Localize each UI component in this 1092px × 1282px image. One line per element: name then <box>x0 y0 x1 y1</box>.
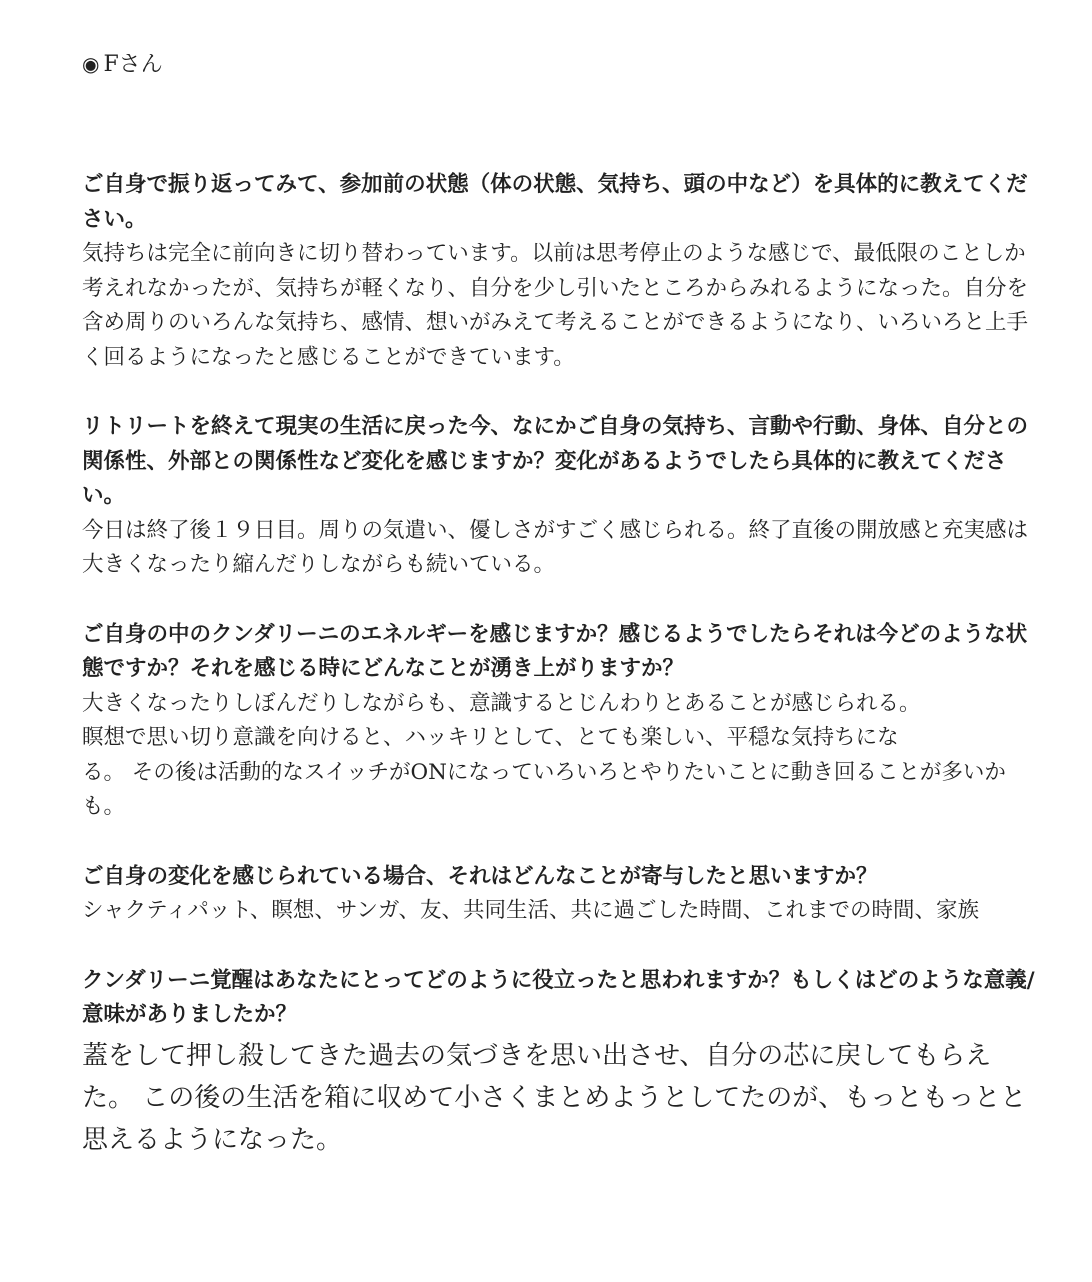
answer-3-line-3: る。 その後は活動的なスイッチがONになっていろいろとやりたいことに動き回ることが多いかも。 <box>82 759 1006 819</box>
answer-5: 蓋をして押し殺してきた過去の気づきを思い出させ、自分の芯に戻してもらえた。 この後の生活を箱に収めて小さくまとめようとしてたのが、もっともっとと思えるようになった。 <box>82 1040 1027 1155</box>
question-3: ご自身の中のクンダリーニのエネルギーを感じますか？感じるようでしたらそれは今どのような状態ですか？それを感じる時にどんなことが湧き上がりますか？ <box>82 621 1028 681</box>
question-2: リトリートを終えて現実の生活に戻った今、なにかご自身の気持ち、言動や行動、身体、自分との関係性、外部との関係性など変化を感じますか？変化があるようでしたら具体的に教えてください。 <box>82 414 1029 508</box>
qa-block-3 <box>82 618 1042 825</box>
question-5: クンダリーニ覚醒はあなたにとってどのように役立ったと思われますか？もしくはどのような意義/意味がありましたか？ <box>82 967 1035 1027</box>
testimonial-page <box>82 48 1042 1196</box>
qa-block-5 <box>82 964 1042 1161</box>
answer-1: 気持ちは完全に前向きに切り替わっています。以前は思考停止のような感じで、最低限のことしか考えれなかったが、気持ちが軽くなり、自分を少し引いたところからみれるようになった。自分を含め周りのいろんな気持ち、感情、想いがみえて考えることができるようになり、いろいろと上手く回るようになったと感じることができています。 <box>82 241 1029 370</box>
respondent-name: Fさん <box>103 52 163 77</box>
question-1: ご自身で振り返ってみて、参加前の状態（体の状態、気持ち、頭の中など）を具体的に教えてください。 <box>82 172 1028 232</box>
question-4: ご自身の変化を感じられている場合、それはどんなことが寄与したと思いますか？ <box>82 863 878 889</box>
answer-3-line-1: 大きくなったりしぼんだりしながらも、意識するとじんわりとあることが感じられる。 <box>82 690 921 716</box>
qa-block-4 <box>82 860 1042 929</box>
qa-block-2 <box>82 410 1042 583</box>
respondent-header <box>82 48 1042 80</box>
answer-4: シャクティパット、瞑想、サンガ、友、共同生活、共に過ごした時間、これまでの時間、家族 <box>82 898 979 923</box>
answer-2: 今日は終了後１９日目。周りの気遣い、優しさがすごく感じられる。終了直後の開放感と充実感は大きくなったり縮んだりしながらも続いている。 <box>82 517 1029 577</box>
answer-3-line-2: 瞑想で思い切り意識を向けると、ハッキリとして、とても楽しい、平穏な気持ちにな <box>82 725 899 750</box>
qa-block-1 <box>82 168 1042 375</box>
bullet-icon: ◉ <box>82 52 100 76</box>
